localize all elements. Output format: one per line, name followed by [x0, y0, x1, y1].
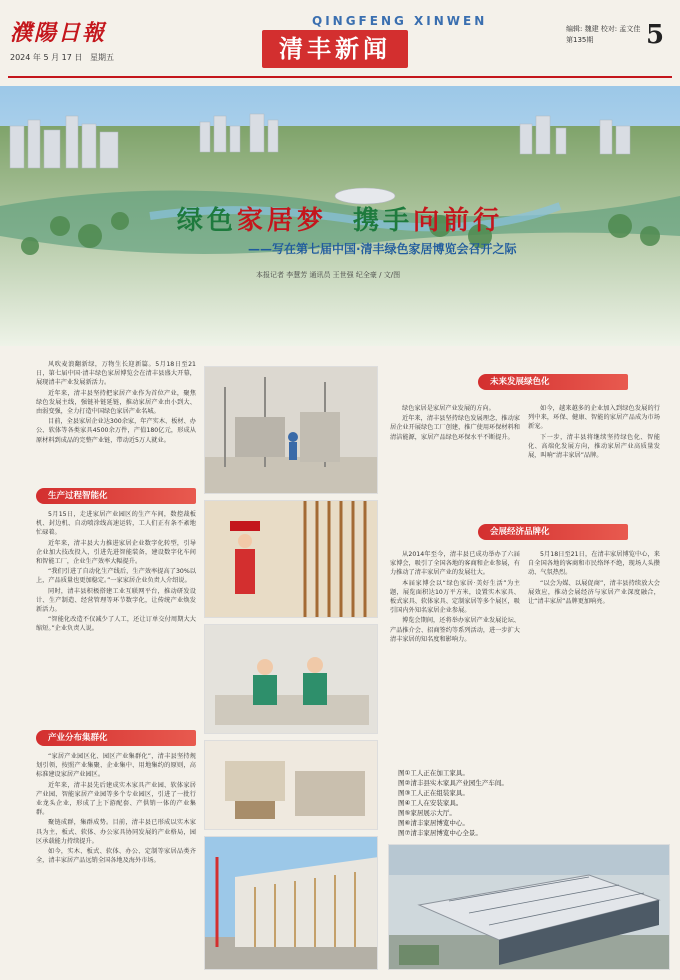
caption-line: 图⑦清丰家居博览中心全景。 [398, 829, 482, 837]
main-headline [0, 200, 680, 237]
section-heading-green: 未来发展绿色化 [478, 374, 628, 390]
expo-column-b [528, 550, 660, 607]
headline-subtitle: ——写在第七届中国·清丰绿色家居博览会召开之际 [248, 242, 517, 256]
factory-photo-1 [205, 367, 378, 494]
photo-showroom [204, 740, 378, 830]
production-column [36, 510, 196, 635]
headline-part-2: 家居梦 [236, 206, 327, 236]
body-paragraph: 如今，越来越多的企业加入到绿色发展的行列中来，环保、健康、智能的家居产品成为市场新宠。 [528, 405, 660, 431]
dateline [10, 52, 114, 63]
caption-line: 图②清丰县实木家具产业园生产车间。 [398, 779, 508, 787]
section-heading-production: 生产过程智能化 [36, 488, 196, 504]
issue-date: 2024 年 5 月 17 日 [10, 53, 83, 62]
body-paragraph: 本届家博会以“绿色家居·美好生活”为主题，展览面积达10万平方米，设置实木家具、板式家具、软体家具、定制家居等多个展区，吸引国内外知名家居企业参展。 [390, 579, 520, 615]
expo-aerial-photo [389, 845, 670, 970]
photo-workers-green [204, 624, 378, 734]
factory-photo-3 [205, 625, 378, 734]
editor-info [566, 24, 640, 46]
body-paragraph: 从2014年至今，清丰县已成功举办了六届家博会，吸引了全国各地的客商和企业参展，有力推动了清丰家居产业的发展壮大。 [390, 551, 520, 577]
body-paragraph: 近年来，清丰县坚持绿色发展理念，推动家居企业开展绿色工厂创建，推广使用环保材料和清洁能源，家居产品绿色环保水平不断提升。 [390, 415, 520, 441]
section-title: 清丰新闻 [262, 30, 408, 68]
body-paragraph: 博览会期间，还将举办家居产业发展论坛、产品推介会、招商签约等系列活动，进一步扩大清丰家居的知名度和影响力。 [390, 617, 520, 643]
body-paragraph: 聚链成群，集群成势。目前，清丰县已形成以实木家具为主，板式、软体、办公家具协同发展的产业格局，园区承载能力持续提升。 [36, 819, 196, 845]
expo-building-photo [205, 837, 378, 970]
headline-part-1: 绿色 [176, 206, 237, 236]
green-column-b [528, 404, 660, 461]
body-paragraph: 近年来，清丰县先后建成实木家具产业园、软体家居产业园、智能家居产业园等多个专业园区，引进了一批行业龙头企业，形成了上下游配套、产供销一体的产业集群。 [36, 781, 196, 817]
body-paragraph: 下一步，清丰县将继续坚持绿色化、智能化、高端化发展方向，推动家居产业高质量发展，叫响“清丰家居”品牌。 [528, 433, 660, 460]
body-paragraph: “家居产业园区化、园区产业集群化”，清丰县坚持规划引领，按照产业集聚、企业集中、用地集约的原则，高标准建设家居产业园区。 [36, 753, 196, 779]
caption-line: 图③工人正在组装家具。 [398, 789, 469, 797]
photo-expo-aerial [388, 844, 670, 970]
masthead-rule [8, 76, 672, 78]
industry-column [36, 752, 196, 866]
photo-workers-assembling [204, 366, 378, 494]
body-paragraph: “以会为媒、以展促商”，清丰县持续放大会展效应，推动会展经济与家居产业深度融合，让“清丰家居”品牌更加响亮。 [528, 579, 660, 606]
body-paragraph: 同时，清丰县积极搭建工业互联网平台，推动研发设计、生产制造、经营管理等环节数字化，让传统产业焕发新活力。 [36, 587, 196, 614]
issue-weekday: 星期五 [89, 53, 114, 62]
caption-line: 图⑤家居展示大厅。 [398, 809, 456, 817]
green-column-a [390, 404, 520, 443]
section-heading-industry: 产业分布集群化 [36, 730, 196, 746]
intro-column [36, 360, 196, 446]
body-paragraph: 如今，实木、板式、软体、办公、定制等家居品类齐全，清丰家居产品远销全国各地及海外市场。 [36, 848, 196, 865]
photo-expo-building [204, 836, 378, 970]
intro-paragraph: 风吹麦浪翻新绿，万物生长迎新篇。5月18日至21日，第七届中国·清丰绿色家居博览会在清丰县盛大开幕，展现清丰产业发展新活力。 [36, 361, 196, 387]
showroom-photo [205, 741, 378, 830]
page-number: 5 [646, 20, 665, 50]
section-heading-expo: 会展经济品牌化 [478, 524, 628, 540]
caption-line: 图①工人正在加工家具。 [398, 769, 469, 777]
masthead [0, 0, 680, 86]
byline: 本报记者 李慧芳 通讯员 王世强 纪全豪 / 文/图 [256, 271, 401, 279]
editor-line: 编辑: 魏建 校对: 孟文佳 [566, 25, 641, 33]
body-paragraph: 绿色家居是家居产业发展的方向。 [402, 405, 495, 412]
intro-paragraph: 目前，全县家居企业达300余家，年产实木、板材、办公、软体等各类家具4500余万件，产值180亿元，形成从原材料到成品的完整产业链，带动近5万人就业。 [36, 418, 196, 444]
headline-part-4: 向前行 [413, 206, 504, 236]
expo-column-a [390, 550, 520, 645]
headline-part-3: 携手 [353, 206, 414, 236]
newspaper-logo: 濮陽日報 [10, 20, 107, 46]
section-pinyin: QINGFENG XINWEN [312, 14, 488, 28]
body-paragraph: 近年来，清丰县大力推进家居企业数字化转型，引导企业加大技改投入，引进先进智能装备，建设数字化车间和智能工厂，企业生产效率大幅提升。 [36, 539, 196, 566]
caption-line: 图④工人在安装家具。 [398, 799, 463, 807]
body-paragraph: “智能化改造不仅减少了人工，还让订单交付周期大大缩短。”企业负责人说。 [36, 616, 196, 633]
caption-line: 图⑥清丰家居博览中心。 [398, 819, 469, 827]
photo-worker-red-uniform [204, 500, 378, 618]
photo-captions [398, 768, 658, 838]
factory-photo-2 [205, 501, 378, 618]
body-paragraph: 5月15日，走进家居产业园区的生产车间，数控裁板机、封边机、自动喷涂线高速运转，工人们正有条不紊地忙碌着。 [36, 511, 196, 537]
issue-number: 第135期 [566, 36, 594, 44]
body-paragraph: 5月18日至21日，在清丰家居博览中心，来自全国各地的客商和市民络绎不绝，现场人头攒动、气氛热烈。 [528, 551, 660, 577]
body-paragraph: “我们引进了自动化生产线后，生产效率提高了30%以上，产品质量也更加稳定。”一家家居企业负责人介绍说。 [36, 568, 196, 585]
intro-paragraph: 近年来，清丰县坚持把家居产业作为首位产业，聚焦绿色发展主线，强链补链延链，推动家居产业由小到大、由弱变强，全力打造中国绿色家居产业名城。 [36, 389, 196, 416]
